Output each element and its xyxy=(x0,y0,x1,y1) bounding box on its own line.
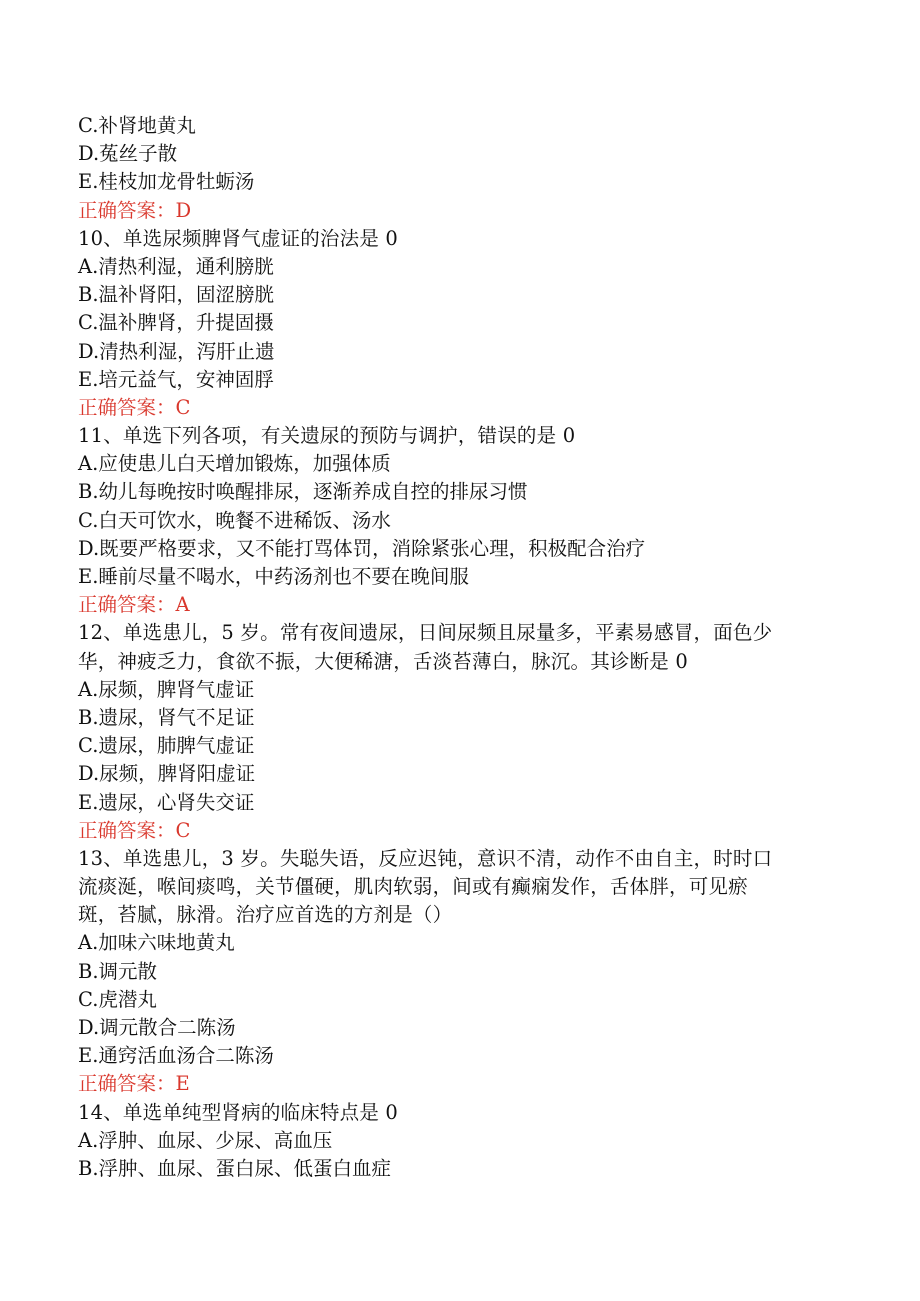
option-a: A.浮肿、血尿、少尿、高血压 xyxy=(78,1128,333,1152)
question-stem: 14、单选单纯型肾病的临床特点是 0 xyxy=(78,1100,399,1124)
question-13 xyxy=(78,845,838,1099)
option-b: B.幼儿每晚按时唤醒排尿，逐渐养成自控的排尿习惯 xyxy=(78,480,528,504)
option-c: C.虎潜丸 xyxy=(78,987,157,1011)
question-stem-line-1: 13、单选患儿，3 岁。失聪失语，反应迟钝，意识不清，动作不由自主，时时口 xyxy=(78,846,773,870)
correct-answer: 正确答案：E xyxy=(78,1072,190,1096)
option-a: A.加味六味地黄丸 xyxy=(78,931,235,955)
question-stem-line-1: 12、单选患儿，5 岁。常有夜间遗尿，日间尿频且尿量多，平素易感冒，面色少 xyxy=(78,621,773,645)
question-stem-line-2: 华，神疲乏力，食欲不振，大便稀溏，舌淡苔薄白，脉沉。其诊断是 0 xyxy=(78,649,689,673)
option-d: D.既要严格要求，又不能打骂体罚，消除紧张心理，积极配合治疗 xyxy=(78,536,646,560)
option-e: E.通窍活血汤合二陈汤 xyxy=(78,1044,274,1068)
option-c: C.温补脾肾，升提固摄 xyxy=(78,311,274,335)
correct-answer: 正确答案：C xyxy=(78,818,191,842)
question-stem-line-2: 流痰涎，喉间痰鸣，关节僵硬，肌肉软弱，间或有癫痫发作，舌体胖，可见瘀 xyxy=(78,875,748,899)
option-a: A.尿频，脾肾气虚证 xyxy=(78,677,255,701)
previous-question-block xyxy=(78,112,838,225)
question-stem: 11、单选下列各项，有关遗尿的预防与调护，错误的是 0 xyxy=(78,424,576,448)
question-10 xyxy=(78,225,838,422)
question-stem-line-3: 斑，苔腻，脉滑。治疗应首选的方剂是（） xyxy=(78,903,453,927)
option-b: B.调元散 xyxy=(78,959,158,983)
option-e: E.培元益气，安神固脬 xyxy=(78,367,274,391)
question-stem: 10、单选尿频脾肾气虚证的治法是 0 xyxy=(78,226,399,250)
option-d: D.清热利湿，泻肝止遗 xyxy=(78,339,275,363)
option-d: D.尿频，脾肾阳虚证 xyxy=(78,762,256,786)
question-12 xyxy=(78,619,838,845)
question-11 xyxy=(78,422,838,619)
document-page xyxy=(78,112,838,1183)
option-e: E.遗尿，心肾失交证 xyxy=(78,790,255,814)
option-d: D.菟丝子散 xyxy=(78,142,178,166)
option-c: C.补肾地黄丸 xyxy=(78,114,196,137)
option-b: B.温补肾阳，固涩膀胱 xyxy=(78,283,275,307)
option-c: C.遗尿，肺脾气虚证 xyxy=(78,734,255,758)
option-d: D.调元散合二陈汤 xyxy=(78,1016,236,1039)
correct-answer: 正确答案：A xyxy=(78,593,190,617)
option-c: C.白天可饮水，晚餐不进稀饭、汤水 xyxy=(78,508,391,532)
correct-answer: 正确答案：C xyxy=(78,395,191,419)
option-e: E.桂枝加龙骨牡蛎汤 xyxy=(78,170,255,194)
correct-answer: 正确答案：D xyxy=(78,198,192,222)
question-14 xyxy=(78,1099,838,1184)
option-b: B.浮肿、血尿、蛋白尿、低蛋白血症 xyxy=(78,1156,392,1180)
option-a: A.清热利湿，通利膀胱 xyxy=(78,254,274,278)
option-a: A.应使患儿白天增加锻炼，加强体质 xyxy=(78,452,391,476)
option-e: E.睡前尽量不喝水，中药汤剂也不要在晚间服 xyxy=(78,565,469,588)
option-b: B.遗尿，肾气不足证 xyxy=(78,705,255,729)
